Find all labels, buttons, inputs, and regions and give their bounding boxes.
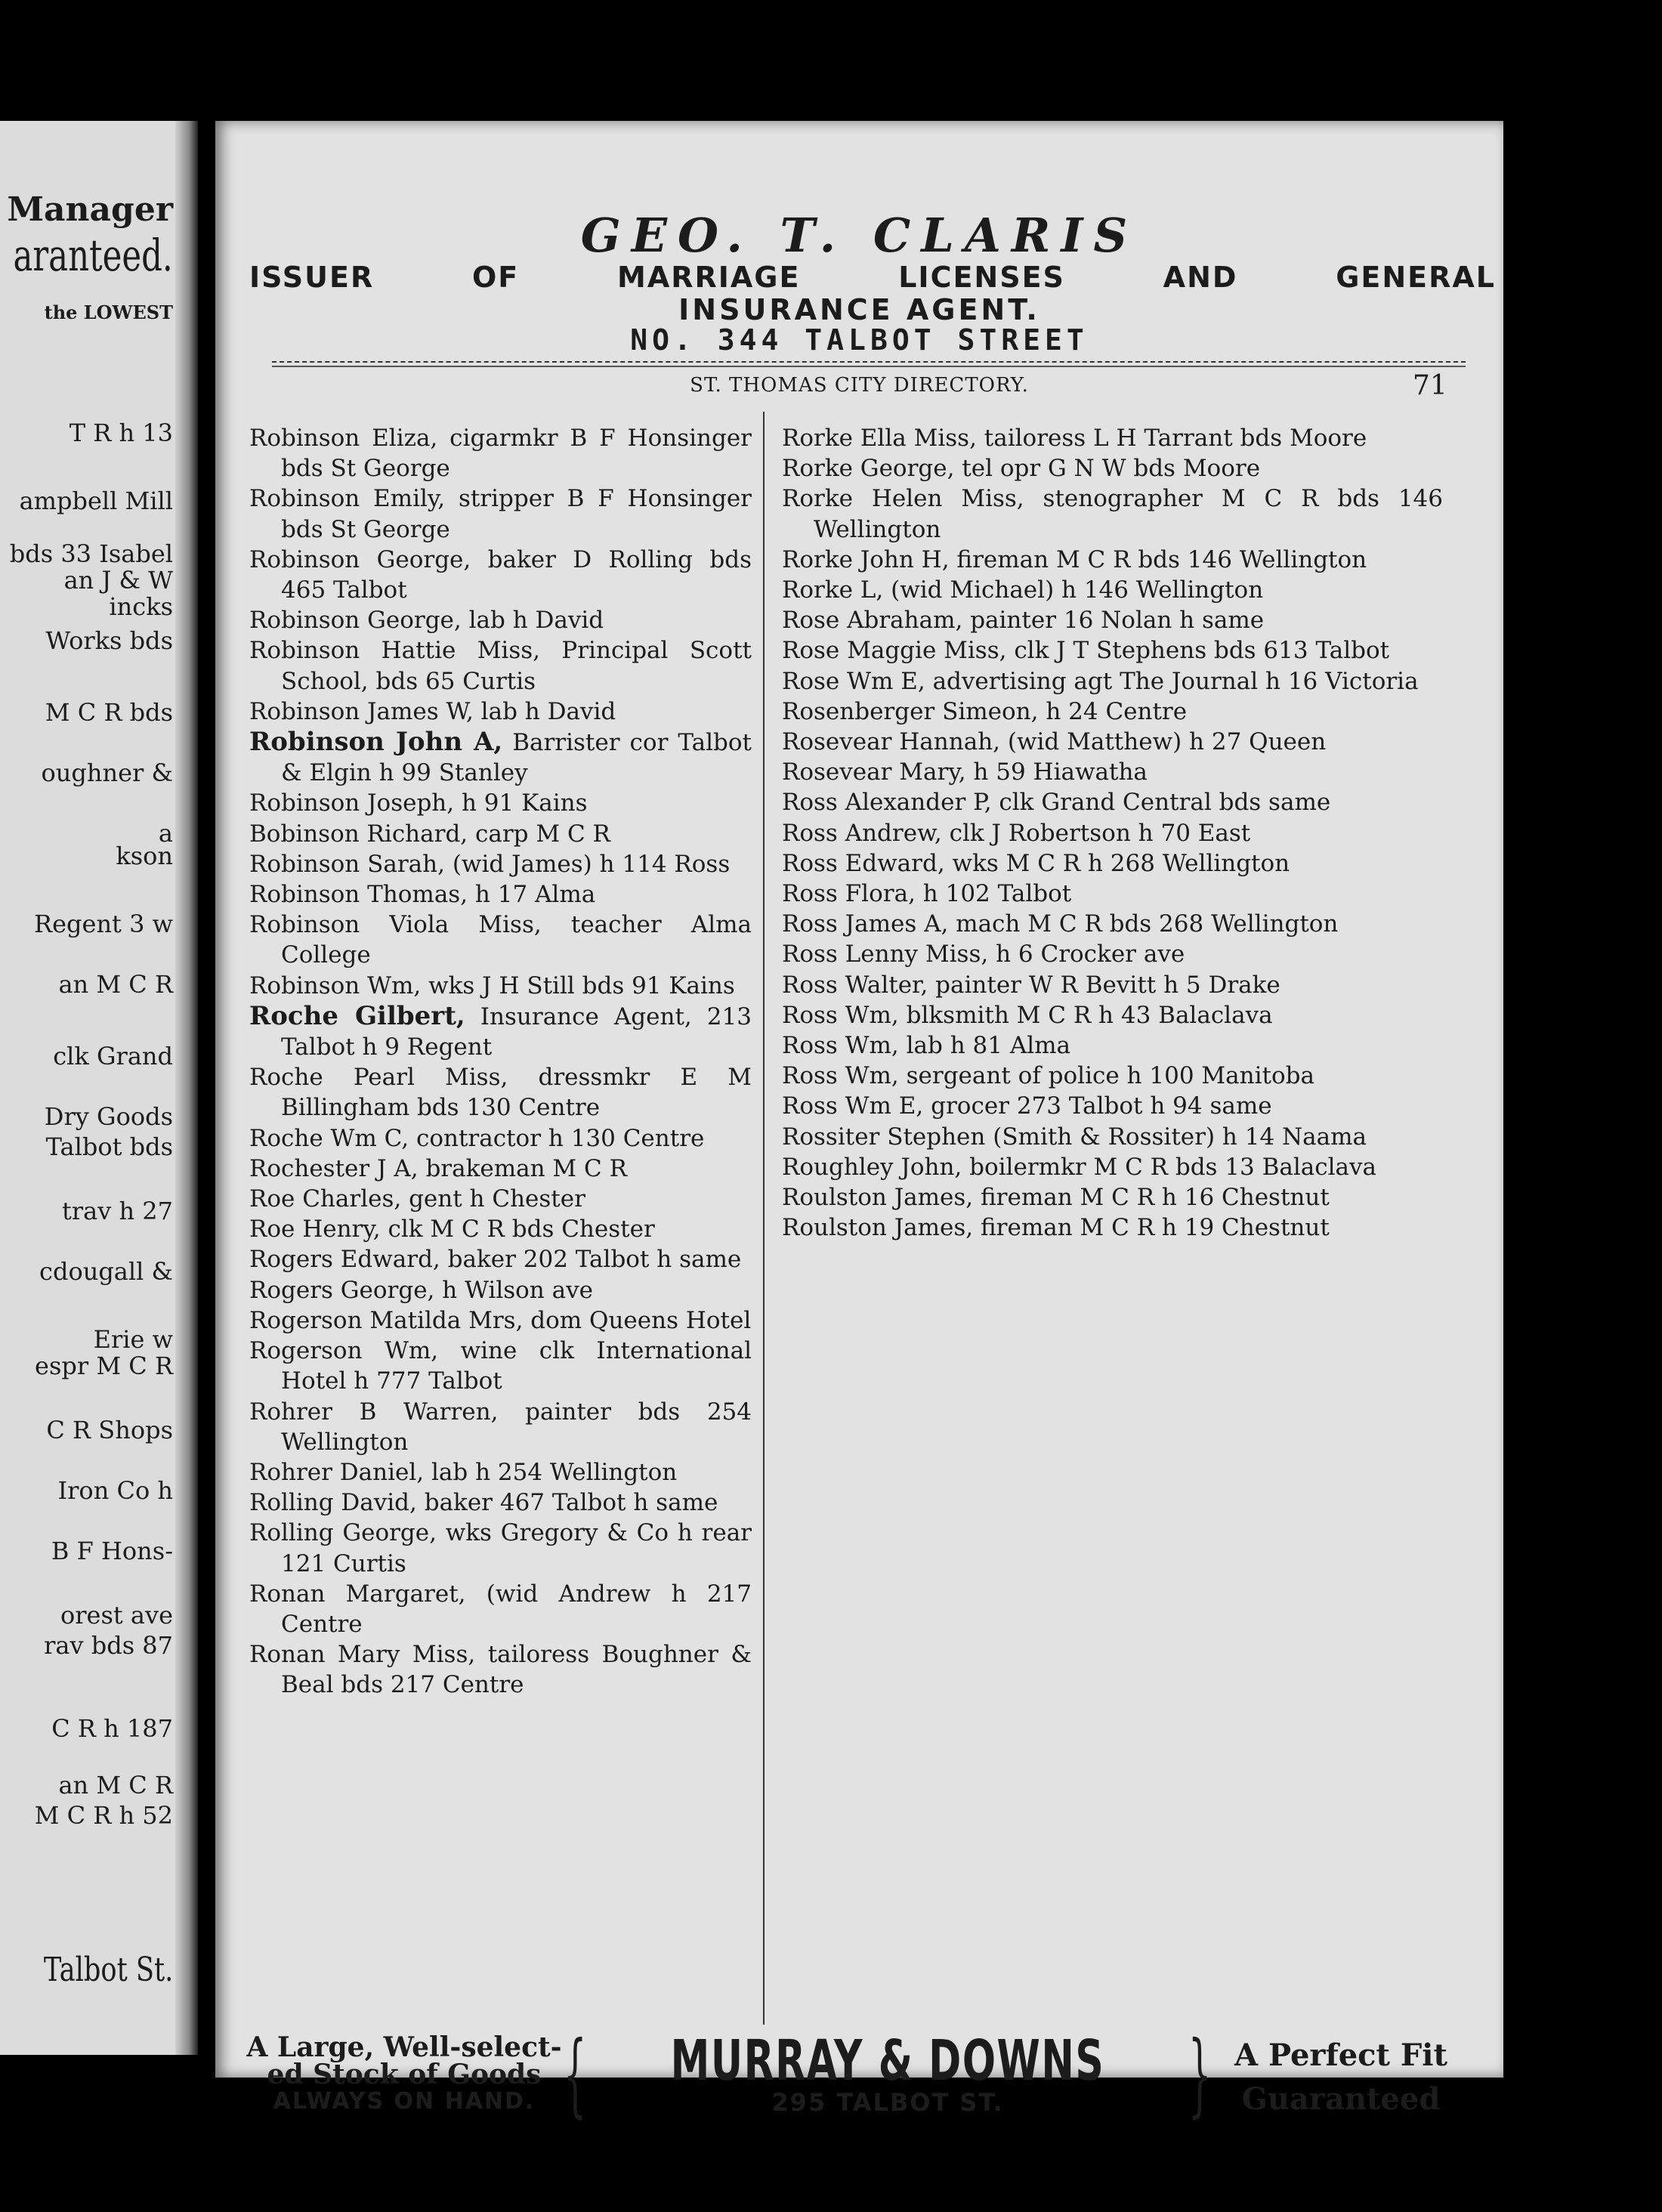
directory-entry: Robinson George, baker D Rolling bds 465 Talbot (249, 545, 752, 604)
directory-entry: Ronan Mary Miss, tailoress Boughner & Beal bds 217 Centre (249, 1641, 752, 1699)
directory-entry: Ross Alexander P, clk Grand Central bds same (782, 789, 1331, 817)
advertiser-line1-word: ISSUER (249, 261, 375, 294)
left-fragment-line: incks (109, 592, 173, 621)
directory-entry: Robinson Thomas, h 17 Alma (249, 881, 596, 909)
directory-entry: Robinson Viola Miss, teacher Alma College (249, 911, 752, 969)
directory-entry: Rolling David, baker 467 Talbot h same (249, 1489, 718, 1517)
advertiser-line1 (249, 261, 1496, 294)
directory-entry: Rogerson Wm, wine clk International Hotel h 777 Talbot (249, 1337, 752, 1395)
directory-entry: Rose Abraham, painter 16 Nolan h same (782, 607, 1265, 635)
directory-entry: Ross Wm, sergeant of police h 100 Manitoba (782, 1062, 1314, 1090)
left-fragment-line: Dry Goods (44, 1102, 173, 1131)
directory-entry: Robinson James W, lab h David (249, 697, 616, 725)
directory-entry: Ross Wm, blksmith M C R h 43 Balaclava (782, 1001, 1273, 1029)
left-fragment-line: a (158, 819, 173, 848)
directory-entry: Rogers Edward, baker 202 Talbot h same (249, 1246, 742, 1274)
directory-entry (249, 727, 752, 788)
directory-entry: Robinson Emily, stripper B F Honsinger bds St George (249, 485, 752, 543)
directory-entry: Roe Charles, gent h Chester (249, 1185, 585, 1213)
directory-entry: Roe Henry, clk M C R bds Chester (249, 1216, 655, 1243)
ad-business-address: 295 TALBOT ST. (771, 2088, 1004, 2117)
left-fragment-line: C R h 187 (51, 1714, 173, 1743)
directory-entry: Robinson Eliza, cigarmkr B F Honsinger bds St George (249, 425, 752, 483)
directory-entry: Ross Wm, lab h 81 Alma (782, 1032, 1071, 1060)
ad-left-line: ALWAYS ON HAND. (273, 2088, 536, 2115)
column-divider (763, 412, 765, 2025)
directory-entry: Rosevear Hannah, (wid Matthew) h 27 Queen (782, 728, 1327, 756)
left-fragment-line: espr M C R (35, 1352, 173, 1380)
directory-entry: Rohrer Daniel, lab h 254 Wellington (249, 1458, 678, 1486)
page-number: 71 (1413, 370, 1447, 401)
advertiser-name: GEO. T. CLARIS (580, 208, 1138, 263)
directory-entry: Roche Pearl Miss, dressmkr E M Billingham bds 130 Centre (249, 1064, 752, 1122)
ad-right-text (1205, 2034, 1477, 2121)
left-fragment-line: Works bds (45, 626, 173, 655)
directory-page (215, 121, 1503, 2127)
directory-entry: Rohrer B Warren, painter bds 254 Wellington (249, 1398, 752, 1456)
running-head: ST. THOMAS CITY DIRECTORY. (690, 374, 1029, 397)
advertiser-line2: INSURANCE AGENT. (678, 293, 1040, 326)
left-fragment-line: Regent 3 w (33, 910, 173, 938)
left-fragment-line: Erie w (93, 1325, 173, 1354)
left-fragment-line: trav h 27 (62, 1197, 173, 1225)
directory-entry: Ross Flora, h 102 Talbot (782, 880, 1072, 908)
entry-details: Insurance Agent, 213 Talbot h 9 Regent (281, 1003, 752, 1061)
advertiser-line1-word: OF (472, 261, 520, 294)
directory-entry: Roughley John, boilermkr M C R bds 13 Balaclava (782, 1153, 1377, 1181)
directory-entry: Roche Wm C, contractor h 130 Centre (249, 1124, 705, 1152)
directory-entry: Ross Andrew, clk J Robertson h 70 East (782, 819, 1251, 847)
directory-entry: Rochester J A, brakeman M C R (249, 1154, 627, 1182)
left-fragment-line: clk Grand (53, 1042, 173, 1070)
directory-entry: Robinson Sarah, (wid James) h 114 Ross (249, 850, 731, 878)
left-fragment-line: kson (116, 842, 173, 870)
left-fragment-line: an M C R (58, 1771, 173, 1800)
directory-entry: Roulston James, fireman M C R h 16 Chestnut (782, 1184, 1330, 1212)
left-heading-manager: Manager (7, 190, 173, 229)
left-fragment-line: bds 33 Isabel (9, 539, 173, 568)
entry-name: Roche Gilbert, (249, 1000, 465, 1031)
directory-entry: Robinson Wm, wks J H Still bds 91 Kains (249, 972, 735, 999)
ad-left-line: A Large, Well-select- (246, 2031, 562, 2063)
directory-entry: Robinson Hattie Miss, Principal Scott School, bds 65 Curtis (249, 637, 752, 695)
directory-entry: Ross Walter, painter W R Bevitt h 5 Drake (782, 971, 1280, 999)
advertiser-line1-word: AND (1163, 261, 1238, 294)
ad-right-line: A Perfect Fit (1234, 2037, 1447, 2073)
advertiser-line1-word: LICENSES (898, 261, 1065, 294)
directory-entry: Rosevear Mary, h 59 Hiawatha (782, 758, 1148, 786)
advertiser-line1-word: GENERAL (1336, 261, 1496, 294)
directory-entry: Rose Wm E, advertising agt The Journal h 16 Victoria (782, 667, 1419, 695)
directory-entry: Ronan Margaret, (wid Andrew h 217 Centre (249, 1580, 752, 1638)
left-heading-guaranteed: aranteed. (13, 230, 173, 281)
left-fragment-line: orest ave (60, 1601, 173, 1630)
left-page-fragment (0, 121, 193, 2055)
left-fragment-line: an J & W (63, 566, 173, 595)
left-fragment-line: ampbell Mill (19, 487, 173, 515)
entry-name: Robinson John A, (249, 727, 503, 758)
left-fragment-line: an M C R (58, 970, 173, 999)
ad-left-line: ed Stock of Goods (267, 2059, 542, 2090)
brace-left: { (563, 2022, 587, 2127)
directory-column-left (249, 423, 752, 1701)
directory-column-right (782, 423, 1443, 1243)
directory-entry: Ross Edward, wks M C R h 268 Wellington (782, 849, 1290, 877)
directory-entry: Ross James A, mach M C R bds 268 Wellington (782, 910, 1339, 938)
left-fragment-line: M C R h 52 (34, 1801, 173, 1830)
left-fragment-line: Iron Co h (57, 1476, 173, 1505)
directory-entry: Ross Lenny Miss, h 6 Crocker ave (782, 941, 1185, 969)
directory-entry: Rolling George, wks Gregory & Co h rear 121 Curtis (249, 1519, 752, 1577)
directory-entry: Rogers George, h Wilson ave (249, 1276, 593, 1304)
footer-advertisement (215, 2022, 1503, 2127)
left-heading-lowest: the LOWEST (44, 301, 173, 323)
directory-entry: Robinson Joseph, h 91 Kains (249, 789, 588, 817)
directory-entry (249, 1001, 752, 1062)
brace-right: } (1188, 2022, 1212, 2127)
header-rule (272, 361, 1466, 367)
ad-right-line: Guaranteed (1241, 2081, 1441, 2117)
directory-entry: Robinson George, lab h David (249, 607, 604, 635)
directory-entry: Rorke L, (wid Michael) h 146 Wellington (782, 576, 1264, 604)
left-fragment-line: B F Hons- (51, 1537, 173, 1565)
directory-entry: Rogerson Matilda Mrs, dom Queens Hotel (249, 1306, 752, 1334)
ad-left-text (238, 2031, 570, 2115)
advertiser-line1-word: MARRIAGE (617, 261, 801, 294)
directory-entry: Rose Maggie Miss, clk J T Stephens bds 613 Talbot (782, 637, 1390, 665)
directory-entry: Rosenberger Simeon, h 24 Centre (782, 697, 1188, 725)
advertiser-address: NO. 344 TALBOT STREET (630, 323, 1089, 357)
left-fragment-line: rav bds 87 (44, 1631, 173, 1660)
directory-entry: Rorke Helen Miss, stenographer M C R bds 146 Wellington (782, 485, 1443, 543)
directory-entry: Rorke Ella Miss, tailoress L H Tarrant bds Moore (782, 425, 1367, 452)
directory-entry: Ross Wm E, grocer 273 Talbot h 94 same (782, 1092, 1272, 1120)
left-fragment-line: oughner & (41, 758, 173, 787)
directory-entry: Rorke John H, fireman M C R bds 146 Wellington (782, 545, 1367, 573)
directory-entry: Rossiter Stephen (Smith & Rossiter) h 14 Naama (782, 1123, 1367, 1151)
entry-details: Barrister cor Talbot & Elgin h 99 Stanley (281, 729, 752, 787)
left-fragment-line: Talbot bds (45, 1132, 173, 1161)
left-fragment-line: M C R bds (45, 698, 173, 727)
directory-entry: Roulston James, fireman M C R h 19 Chestnut (782, 1214, 1330, 1242)
left-fragment-line: C R Shops (46, 1416, 173, 1444)
book-gutter (175, 121, 198, 2055)
directory-entry: Bobinson Richard, carp M C R (249, 820, 610, 848)
directory-entry: Rorke George, tel opr G N W bds Moore (782, 455, 1261, 483)
left-fragment-line: T R h 13 (69, 419, 173, 447)
left-footer: Talbot St. (43, 1951, 173, 1989)
left-fragment-line: cdougall & (39, 1257, 173, 1286)
ad-center (578, 2028, 1197, 2117)
ad-business-name: MURRAY & DOWNS (670, 2028, 1105, 2093)
